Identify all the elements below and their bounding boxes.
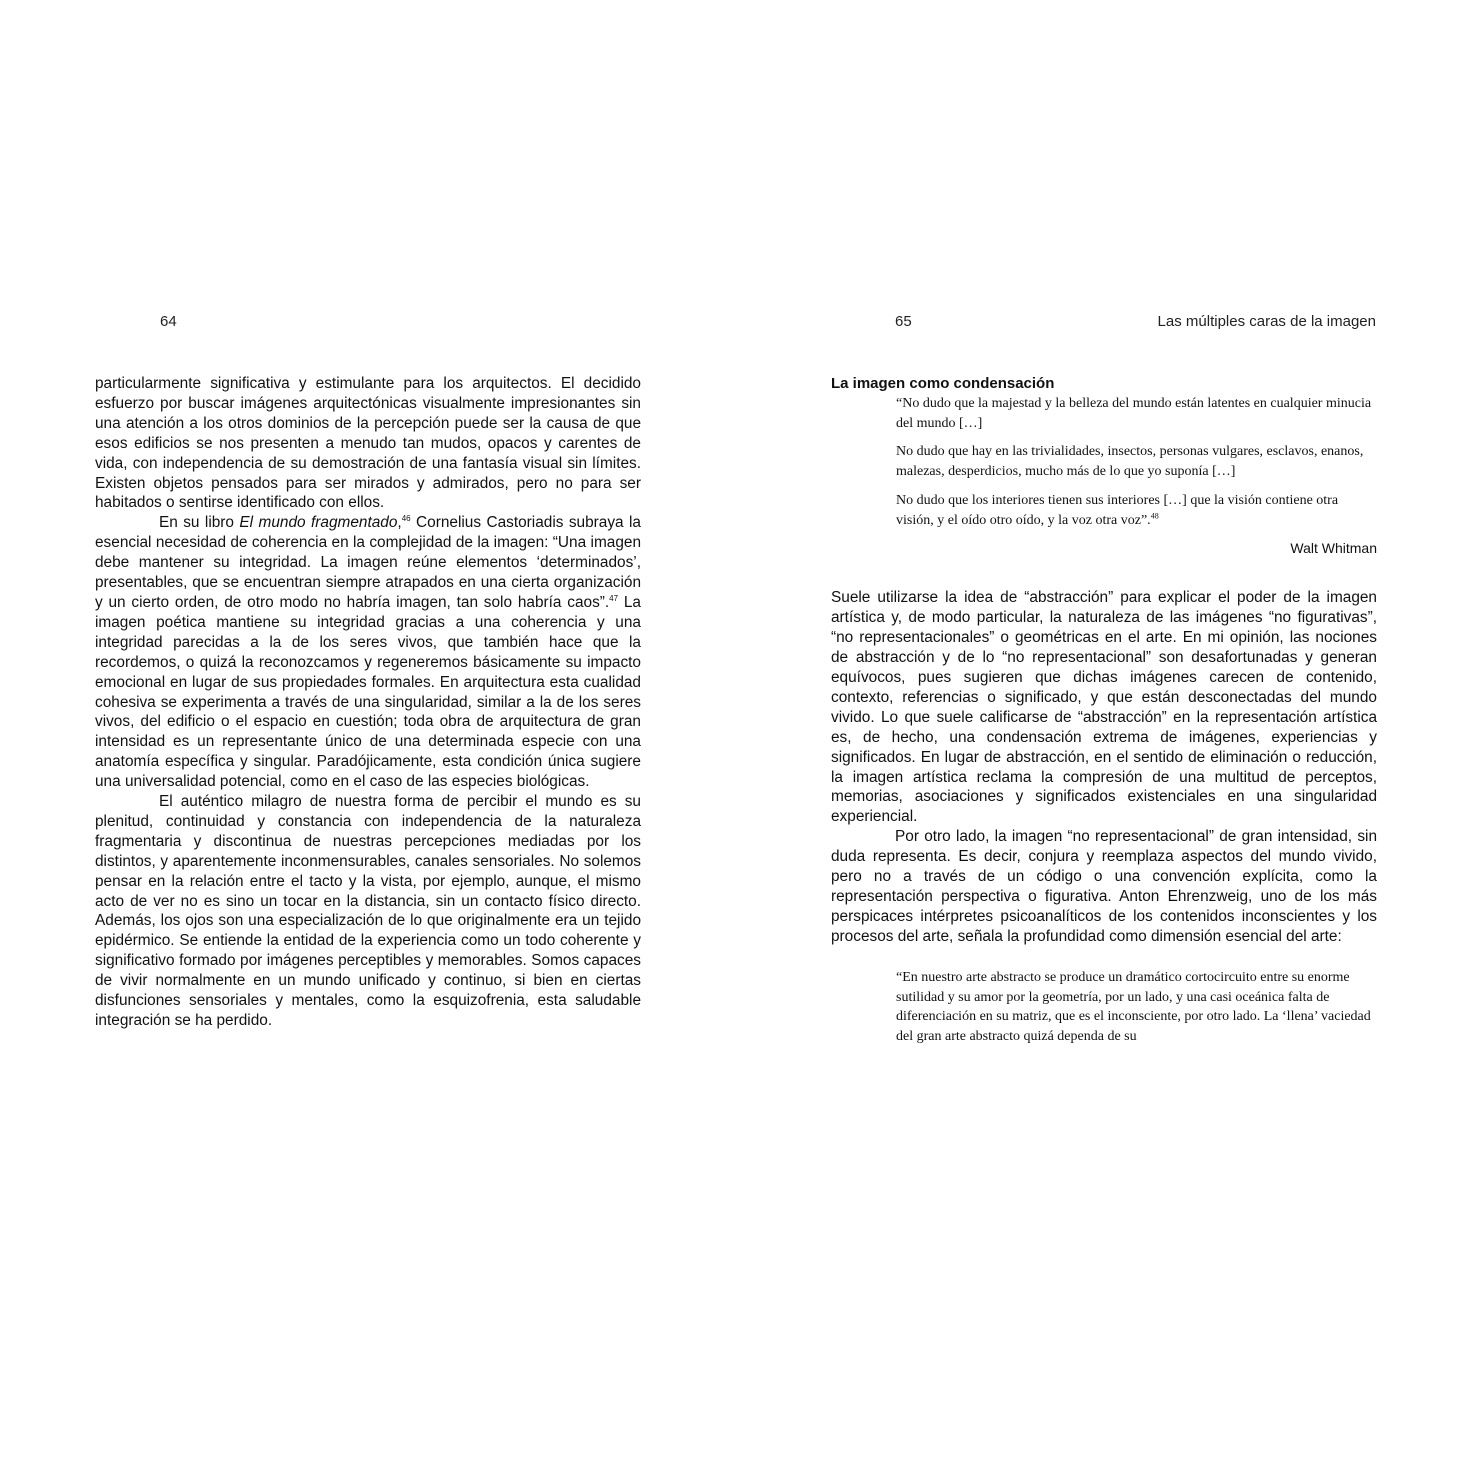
block-quote — [896, 968, 1377, 1048]
right-page-body — [831, 374, 1377, 1056]
epigraph — [896, 394, 1377, 559]
epigraph-line: “No dudo que la majestad y la belleza del mundo están latentes en cualquier minucia del mundo […] — [896, 396, 1372, 431]
footnote-ref-46: 46 — [401, 514, 411, 524]
page-number-left: 64 — [160, 313, 177, 330]
paragraph: particularmente significativa y estimulante para los arquitectos. El decidido esfuerzo por buscar imágenes arquitectónicas visualmente impresionantes sin una atención a los otros dominios de la percepción puede ser la causa de que esos edificios se nos presenten a menudo tan mudos, opacos y carentes de vida, con independencia de su demostración de una fantasía visual sin límites. Existen objetos pensados para ser mirados y admirados, pero no para ser habitados o sentirse identificado con ellos. — [95, 375, 641, 512]
footnote-ref-47: 47 — [609, 593, 619, 603]
paragraph: Por otro lado, la imagen “no representacional” de gran intensidad, sin duda representa. Es decir, conjura y reemplaza aspectos del mundo vivido, pero no a través de un código o una convención explícita, como la representación perspectiva o figurativa. Anton Ehrenzweig, uno de los más perspicaces intérpretes psicoanalíticos de los contenidos inconscientes y los procesos del arte, señala la profundidad como dimensión esencial del arte: — [831, 828, 1377, 945]
book-title: El mundo fragmentado — [239, 514, 398, 532]
section-heading: La imagen como condensación — [831, 375, 1055, 392]
running-head: Las múltiples caras de la imagen — [1157, 313, 1376, 330]
paragraph-castoriadis: En su libro El mundo fragmentado,$^{46}$ Cornelius Castoriadis subraya la esencial necesidad de coherencia en la complejidad de la imagen: “Una imagen debe mantener su integridad. La imagen reúne elementos ‘determinados’, presentables, que se encuentran siempre atrapados en una cierta organización y un cierto orden, de otro modo no habría imagen, tan solo habría caos”.$^{47}$ La imagen poética mantiene su integridad gracias a una coherencia y una integridad parecidas a la de los seres vivos, que también hace que la recordemos, o quizá la reconozcamos y regeneremos básicamente su impacto emocional en lugar de sus propiedades formales. En arquitectura esta cualidad cohesiva se experimenta a través de una singularidad, similar a la de los seres vivos, del edificio o el espacio en cuestión; toda obra de arquitectura de gran intensidad es un representante único de una determinada especie con una anatomía específica y singular. Paradójicamente, esta condición única sugiere una universalidad potencial, como en el caso de las especies biológicas. — [95, 514, 641, 791]
block-quote-text: “En nuestro arte abstracto se produce un dramático cortocircuito entre su enorme sutilidad y su amor por la geometría, por un lado, y una casi oceánica falta de diferenciación en su matriz, que es el inconsciente, por otro lado. La ‘llena’ vaciedad del gran arte abstracto quizá dependa de su — [896, 969, 1371, 1045]
paragraph: Suele utilizarse la idea de “abstracción” para explicar el poder de la imagen artística y, de modo particular, la naturaleza de las imágenes “no figurativas”, “no representacionales” o geométricas en el arte. En mi opinión, las nociones de abstracción y de lo “no representacional” son desafortunadas y generan equívocos, pues sugieren que dichas imágenes carecen de contenido, contexto, referencias o significado, y que están desconectadas del mundo vivido. Lo que suele calificarse de “abstracción” en la representación artística es, de hecho, una condensación extrema de imágenes, experiencias y significados. En lugar de abstracción, en el sentido de eliminación o reducción, la imagen artística reclama la compresión de una multitud de perceptos, memorias, asociaciones y significados existenciales en una singularidad experiencial. — [831, 589, 1377, 826]
page-number-right: 65 — [895, 313, 912, 330]
epigraph-line: No dudo que hay en las trivialidades, insectos, personas vulgares, esclavos, enanos, malezas, desperdicios, mucho más de lo que yo suponía […] — [896, 444, 1364, 480]
epigraph-attribution: Walt Whitman — [1290, 540, 1377, 557]
paragraph: El auténtico milagro de nuestra forma de percibir el mundo es su plenitud, continuidad y constancia con independencia de la naturaleza fragmentaria y discontinua de nuestras percepciones mediadas por los distintos, y aparentemente inconmensurables, canales sensoriales. No solemos pensar en la relación entre el tacto y la vista, por ejemplo, aunque, el mismo acto de ver no es sino un tocar en la distancia, sin un contacto físico directo. Además, los ojos son una especialización de lo que originalmente era un tejido epidérmico. Se entiende la entidad de la experiencia como un todo coherente y significativo formado por imágenes perceptibles y memorables. Somos capaces de vivir normalmente en un mundo unificado y continuo, si bien en ciertas disfunciones sensoriales y mentales, como la esquizofrenia, esta saludable integración se ha perdido. — [95, 793, 641, 1029]
epigraph-line-last: No dudo que los interiores tienen sus interiores […] que la visión contiene otra visión, y el oído otro oído, y la voz otra voz”.$^{48}$ — [896, 492, 1339, 528]
left-page-body — [95, 374, 641, 1031]
footnote-ref-48: 48 — [1150, 510, 1159, 520]
